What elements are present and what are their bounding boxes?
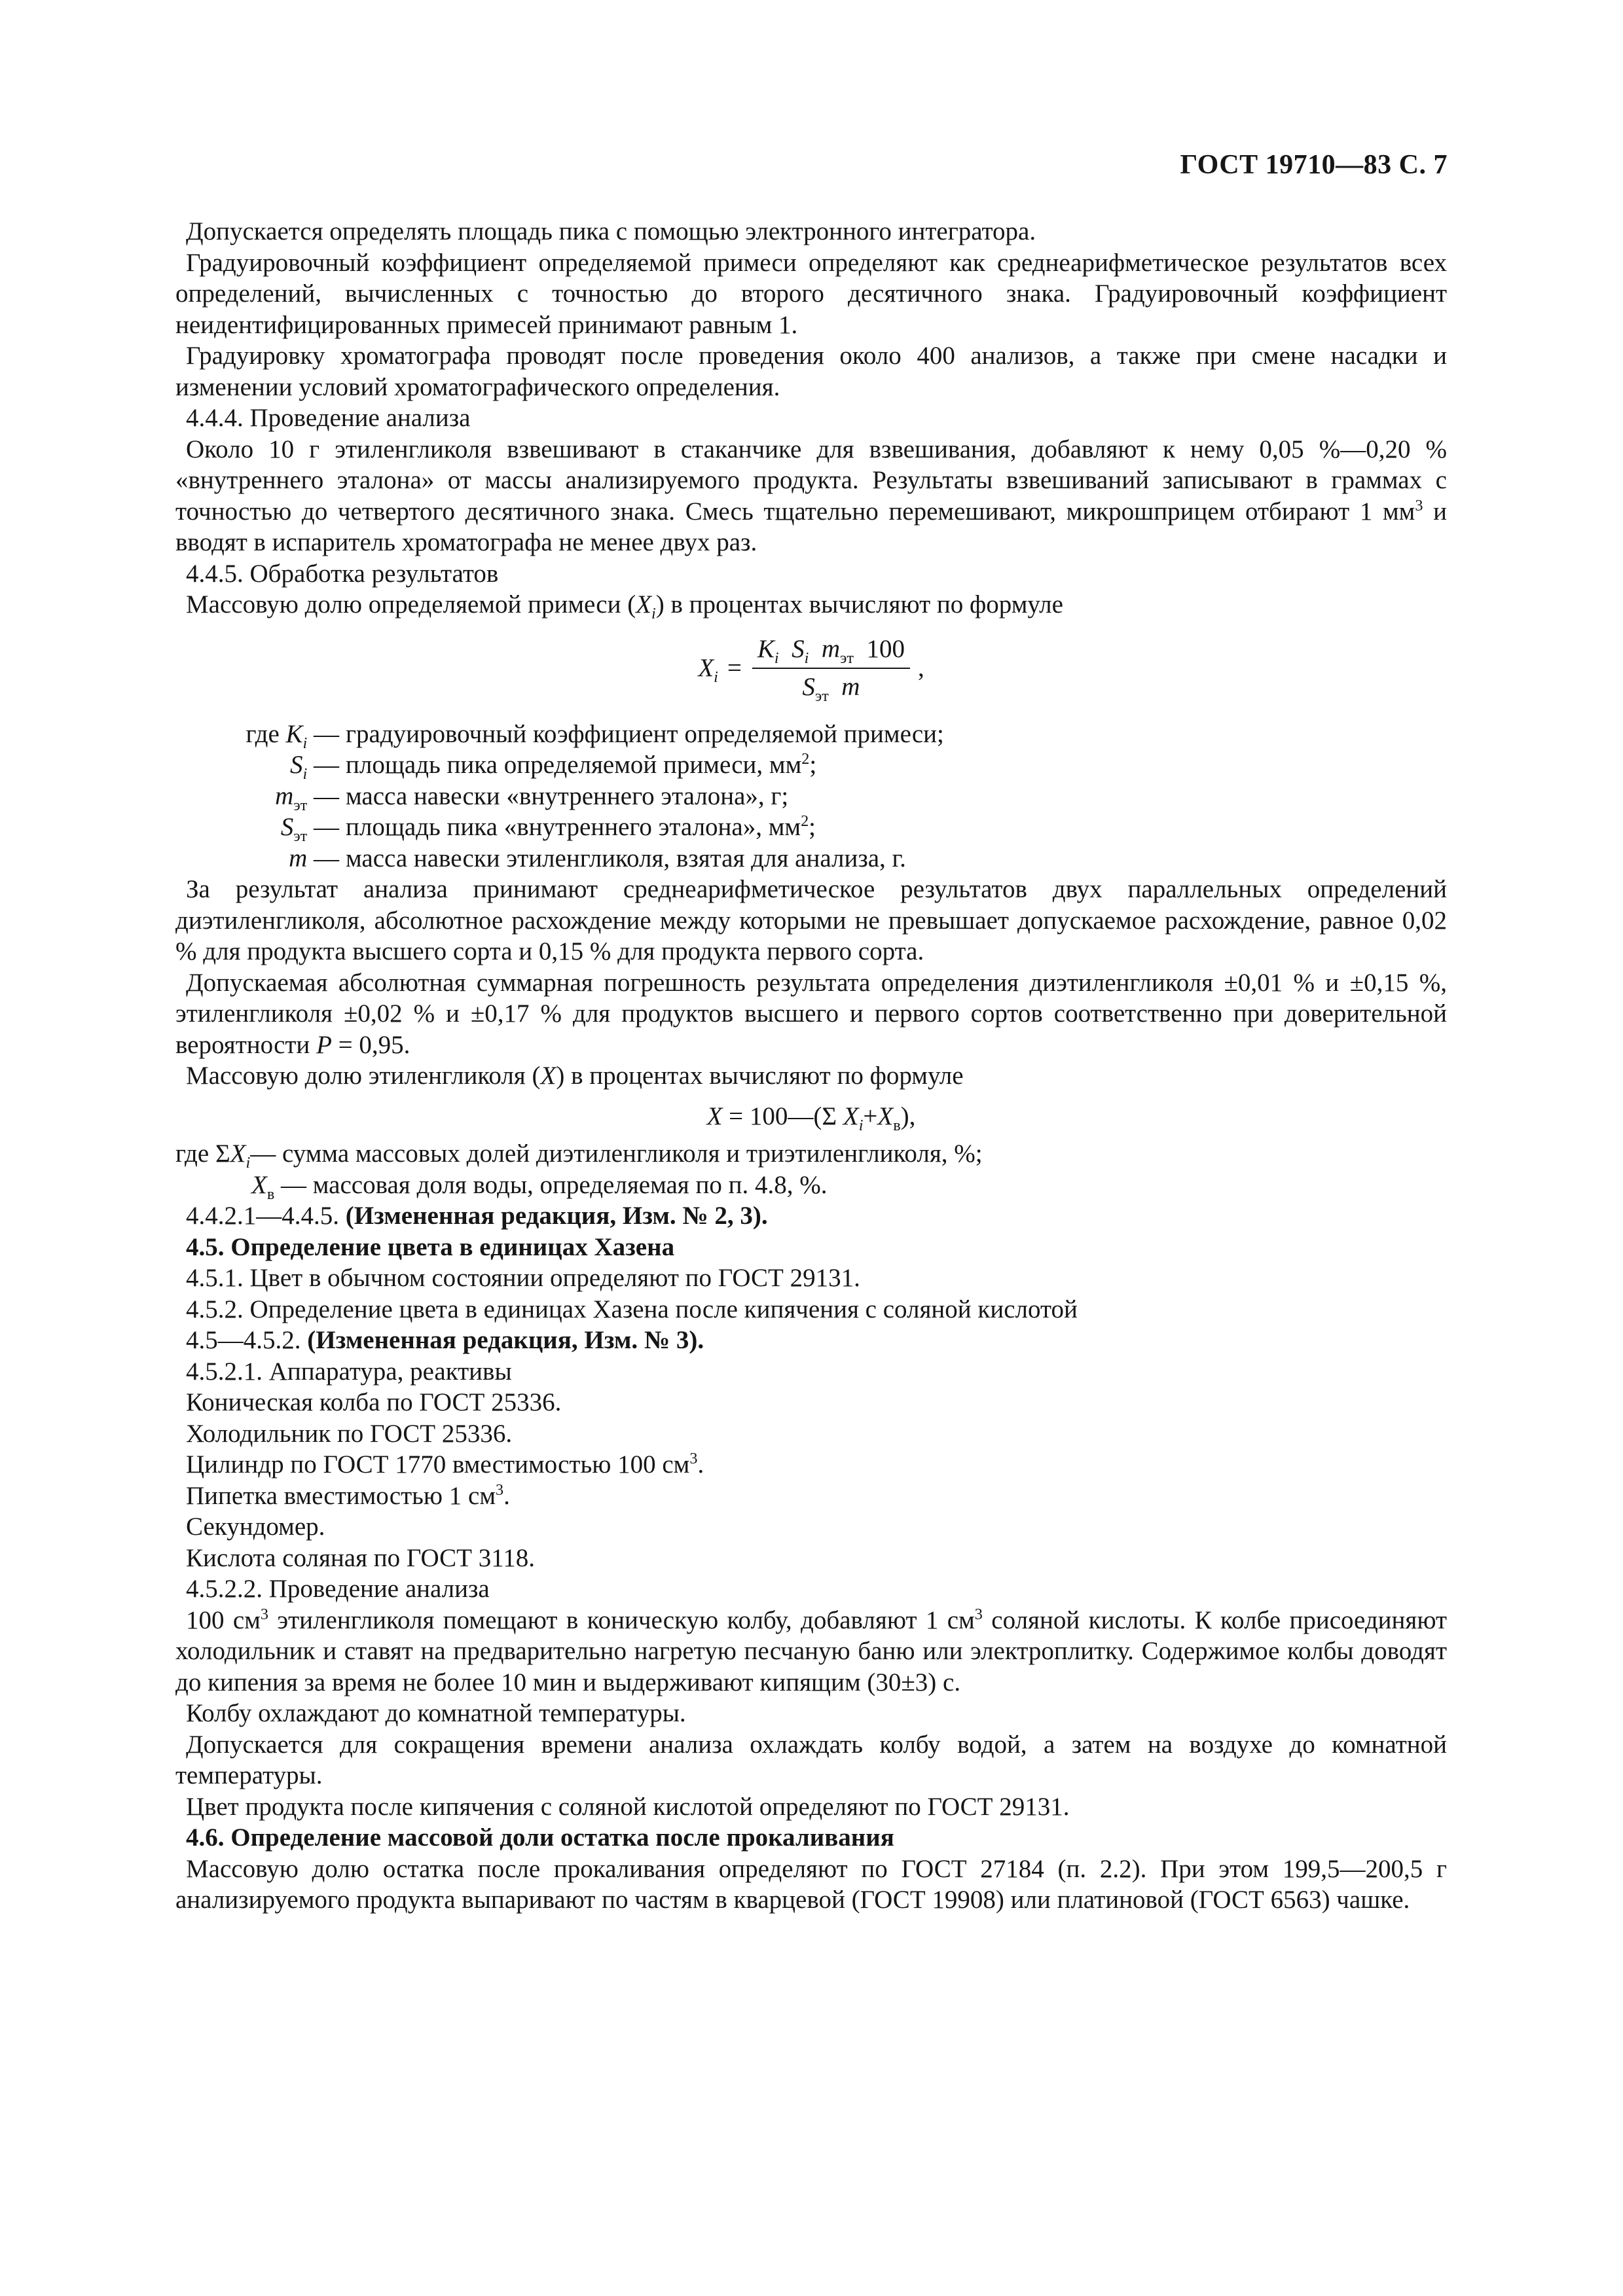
text: 4.4.2.1—4.4.5. [186,1202,346,1230]
amendment-note [175,1325,1447,1356]
where-definition: масса навески «внутреннего эталона», г; [346,781,789,810]
paragraph: Градуировочный коэффициент определяемой примеси определяют как среднеарифметическое результатов всех определений, вычисленных с точностью до второго десятичного знака. Градуировочный коэффициент неидентифицированных примесей принимают равным 1. [175,248,1447,339]
text: Цилиндр по ГОСТ 1770 вместимостью 100 см [186,1450,690,1479]
symbol: S [290,751,303,779]
dash: — [307,844,339,872]
where-definition [346,812,1447,843]
formula-fraction [752,634,910,705]
list-line: Секундомер. [186,1513,325,1541]
dash: — [307,781,339,810]
text: где Σ [175,1139,230,1168]
paragraph [175,1060,1447,1092]
where-list-1 [175,719,1447,874]
section-heading: 4.5. Определение цвета в единицах Хазена [186,1232,675,1261]
text: Массовую долю этиленгликоля ( [186,1062,541,1090]
symbol: m [821,635,840,663]
subscript: эт [293,796,308,814]
subscript: эт [293,827,308,845]
formula-1 [175,630,1447,707]
list-line: 4.5.1. Цвет в обычном состоянии определяют по ГОСТ 29131. [186,1264,860,1292]
symbol: X [230,1139,246,1168]
symbol: m [841,672,860,701]
list-line: Кислота соляная по ГОСТ 3118. [186,1543,536,1572]
text: ; [809,751,817,779]
where-definition [346,749,1447,781]
text: соляной кислоты. К колбе присоединяют холодильник и ставят на предварительно нагретую песчаную баню или электроплитку. Содержимое колбы доводят до кипения за время не более 10 мин и выдерживают кипящим (30±3) с. [175,1605,1448,1696]
paragraph: Колбу охлаждают до комнатной температуры. [186,1699,686,1727]
document-body [175,216,1447,1916]
numerator [752,634,910,669]
symbol: X [843,1102,859,1130]
where-line [175,1138,1447,1170]
text: Пипетка вместимостью 1 см [186,1481,496,1510]
section-heading: 4.4.4. Проведение анализа [186,404,471,432]
superscript: 2 [801,750,810,768]
superscript: 2 [801,812,809,830]
text: 4.5—4.5.2. [186,1326,308,1354]
list-line: Коническая колба по ГОСТ 25336. [186,1388,562,1416]
where-definition: масса навески этиленгликоля, взятая для анализа, г. [346,844,906,872]
text: ) в процентах вычисляют по формуле [556,1062,964,1090]
paragraph [175,589,1447,620]
amendment-note [175,1200,1447,1232]
text: ) в процентах вычисляют по формуле [655,590,1063,619]
text: ), [900,1102,916,1130]
subscript: i [302,734,308,752]
symbol: m [289,844,308,872]
where-symbol [175,812,346,843]
symbol: m [275,781,294,810]
dash: — [307,813,339,841]
formula-comma: , [917,653,924,682]
dash: — [274,1170,306,1199]
paragraph: Градуировку хроматографа проводят после проведения около 400 анализов, а также при смене насадки и изменении условий хроматографического определения. [175,342,1447,401]
dash: — [307,751,339,779]
text: Массовую долю определяемой примеси ( [186,590,636,619]
list-line: 4.5.2. Определение цвета в единицах Хазена после кипячения с соляной кислотой [186,1295,1078,1323]
symbol: P [316,1030,332,1059]
equals-sign: = [727,653,742,682]
superscript: 3 [974,1605,983,1623]
symbol: K [757,635,775,663]
list-line: 4.5.2.1. Аппаратура, реактивы [186,1357,512,1386]
symbol: X [877,1102,894,1130]
paragraph: За результат анализа принимают среднеарифметическое результатов двух параллельных определений диэтиленгликоля, абсолютное расхождение между которыми не превышает допускаемое расхождение, равное 0,02 % для продукта высшего сорта и 0,15 % для продукта первого сорта. [175,875,1447,965]
text: массовая доля воды, определяемая по п. 4.8, %. [306,1170,828,1199]
subscript: i [246,1153,251,1172]
subscript: в [266,1185,275,1203]
symbol: S [802,672,815,701]
section-heading: 4.4.5. Обработка результатов [186,559,499,588]
paragraph [175,967,1447,1061]
symbol: X [540,1062,556,1090]
superscript: 3 [1415,496,1423,514]
where-symbol [175,781,346,812]
superscript: 3 [260,1605,268,1623]
symbol: S [792,635,805,663]
symbol: X [636,590,652,619]
text: ; [809,813,816,841]
dash: — [307,719,339,748]
text: = 0,95. [331,1030,410,1059]
superscript: 3 [496,1480,504,1499]
text: = 100—(Σ [722,1102,843,1130]
formula-2 [175,1101,1447,1132]
symbol: K [285,719,303,748]
dash: — [250,1139,276,1168]
text: и вводят в испаритель хроматографа не менее двух раз. [175,497,1447,556]
where-definition: градуировочный коэффициент определяемой примеси; [346,719,944,748]
denominator [802,669,860,703]
text: (Измененная редакция, Изм. № 3). [307,1326,704,1354]
where-line [175,1170,1447,1201]
superscript: 3 [689,1450,698,1467]
text: Допускаемая абсолютная суммарная погрешность результата определения диэтиленгликоля ±0,01 % и ±0,15 %, этиленгликоля ±0,02 % и ±0,17 % для продуктов высшего и первого сортов соответственно при доверительной вероятности [175,968,1447,1059]
page-header: ГОСТ 19710—83 С. 7 [1180,150,1448,180]
text: 100 см [186,1605,261,1634]
text: этиленгликоля помещают в коническую колбу, добавляют 1 см [268,1605,975,1634]
where-symbol [175,719,346,750]
list-line [175,1480,1447,1512]
symbol: S [280,813,294,841]
subscript: i [774,649,779,667]
list-line: Холодильник по ГОСТ 25336. [186,1419,513,1448]
text: + [863,1102,878,1130]
section-heading: 4.6. Определение массовой доли остатка после прокаливания [186,1823,894,1852]
paragraph: Массовую долю остатка после прокаливания определяют по ГОСТ 27184 (п. 2.2). При этом 199,5—200,5 г анализируемого продукта выпаривают по частям в кварцевой (ГОСТ 19908) или платиновой (ГОСТ 6563) чашке. [175,1854,1447,1914]
text: сумма массовых долей диэтиленгликоля и триэтиленгликоля, %; [276,1139,983,1168]
where-symbol [175,749,346,781]
symbol: X [698,653,714,682]
where-symbol [175,843,346,874]
subscript: эт [814,687,829,705]
paragraph: Допускается определять площадь пика с помощью электронного интегратора. [186,217,1036,245]
text: площадь пика определяемой примеси, мм [346,751,802,779]
list-line: 4.5.2.2. Проведение анализа [186,1575,490,1603]
number: 100 [866,635,905,663]
text: площадь пика «внутреннего эталона», мм [346,813,801,841]
paragraph: Допускается для сокращения времени анализа охлаждать колбу водой, а затем на воздухе до комнатной температуры. [175,1730,1447,1789]
subscript: i [651,604,656,622]
paragraph [175,1605,1447,1698]
subscript: i [804,649,809,667]
symbol: X [706,1102,723,1130]
subscript: i [858,1116,864,1134]
symbol: X [251,1170,267,1199]
subscript: в [893,1116,901,1134]
text: где [246,719,286,748]
subscript: эт [839,649,854,667]
paragraph: Цвет продукта после кипячения с соляной кислотой определяют по ГОСТ 29131. [186,1792,1070,1821]
subscript: i [714,668,718,686]
text: . [503,1481,510,1510]
text: . [697,1450,704,1479]
text: Около 10 г этиленгликоля взвешивают в стаканчике для взвешивания, добавляют к нему 0,05 %—0,20 % «внутреннего эталона» от массы анализируемого продукта. Результаты взвешиваний записывают в граммах с точностью до четвертого десятичного знака. Смесь тщательно перемешивают, микрошприцем отбирают 1 мм [175,435,1447,526]
formula-lhs [698,653,718,684]
text: (Измененная редакция, Изм. № 2, 3). [345,1202,768,1230]
subscript: i [302,764,308,783]
list-line [175,1449,1447,1480]
paragraph [175,434,1447,558]
